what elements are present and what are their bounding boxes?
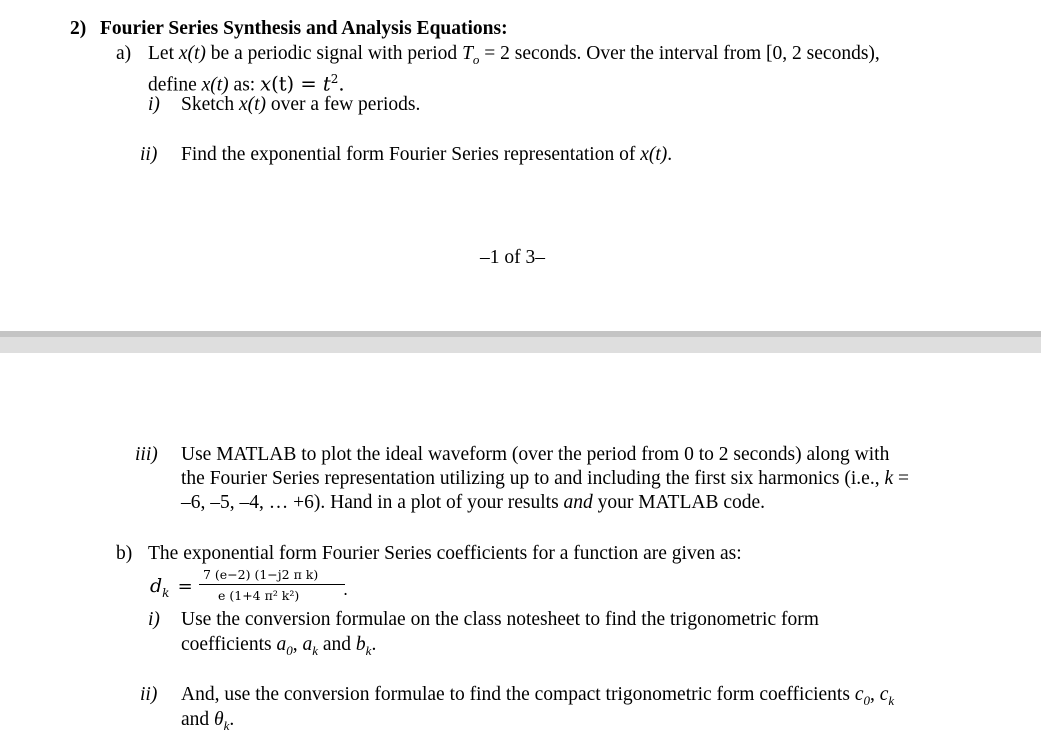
text: = 2 seconds. Over the interval from [0, 2 seconds), — [479, 43, 880, 64]
eq-t: t — [322, 72, 331, 96]
part-b-i-line2 — [181, 633, 376, 663]
text: Find the exponential form Fourier Series representation of — [181, 144, 641, 165]
eq-exponent: 2 — [330, 72, 339, 86]
bk-subscript: k — [365, 642, 372, 658]
problem-number: 2) — [70, 18, 87, 39]
text: –6, –5, –4, … +6). Hand in a plot of your results — [181, 492, 564, 513]
a0-symbol: a — [276, 634, 287, 655]
text: . — [229, 709, 235, 730]
page-separator — [0, 337, 1041, 353]
equals-sign: = — [177, 576, 193, 597]
part-b-ii-line1 — [181, 683, 894, 713]
text: . — [338, 72, 345, 96]
part-b-i-label: i) — [148, 609, 160, 630]
part-b-i-line1: Use the conversion formulae on the class notesheet to find the trigonometric form — [181, 609, 819, 630]
text: as: — [228, 74, 261, 96]
period-subscript: o — [472, 51, 480, 67]
ck-symbol: c — [879, 684, 889, 705]
part-b-ii-label: ii) — [140, 684, 158, 705]
text: Sketch — [181, 94, 239, 115]
eq-rest: (t) = — [271, 72, 323, 96]
part-a-iii-label: iii) — [135, 444, 158, 465]
theta-symbol: θ — [214, 709, 224, 730]
part-b-label: b) — [116, 543, 133, 564]
bk-symbol: b — [355, 634, 366, 655]
text: the Fourier Series representation utilizing up to and including the first six harmonics (i.e., — [181, 468, 885, 489]
fraction-bar — [199, 584, 345, 585]
eq-x: x — [260, 72, 272, 96]
c0-symbol: c — [854, 684, 864, 705]
text: . — [667, 144, 673, 165]
coefficient-equation-lhs — [150, 574, 193, 605]
fraction-numerator: 7 (e−2) (1−j2 π k) — [203, 567, 319, 582]
ck-subscript: k — [888, 692, 895, 708]
part-a-iii-line3 — [181, 491, 765, 515]
part-a-iii-line2 — [181, 467, 909, 491]
period-symbol: T — [462, 43, 473, 64]
part-a-label: a) — [116, 43, 132, 64]
text: , — [869, 684, 880, 705]
a0-subscript: 0 — [286, 642, 293, 658]
text: Let — [148, 43, 179, 64]
part-a-ii-label: ii) — [140, 144, 158, 165]
k-symbol: k — [884, 468, 894, 489]
page-number: –1 of 3– — [480, 247, 545, 268]
part-a-iii-line1: Use MATLAB to plot the ideal waveform (over the period from 0 to 2 seconds) along with — [181, 444, 890, 465]
text: and — [318, 634, 356, 655]
text: over a few periods. — [266, 94, 421, 115]
text: , — [292, 634, 303, 655]
part-b-intro: The exponential form Fourier Series coefficients for a function are given as: — [148, 543, 742, 564]
signal-x: x(t) — [238, 94, 267, 115]
part-b-ii-line2 — [181, 708, 234, 738]
problem-title: Fourier Series Synthesis and Analysis Equations: — [100, 18, 508, 39]
d-symbol: d — [150, 575, 163, 597]
theta-subscript: k — [223, 717, 230, 733]
text: define — [148, 74, 202, 96]
text: coefficients — [181, 634, 277, 655]
text: = — [893, 468, 909, 489]
signal-x: x(t) — [201, 74, 229, 96]
part-a-ii-text — [181, 143, 672, 167]
text: your MATLAB code. — [592, 492, 766, 513]
fraction-denominator: e (1+4 π² k²) — [218, 588, 300, 603]
part-a-i-text — [181, 93, 420, 117]
emphasis-and: and — [563, 492, 593, 513]
ak-subscript: k — [312, 642, 319, 658]
c0-subscript: 0 — [863, 692, 870, 708]
text: be a periodic signal with period — [205, 43, 463, 64]
signal-x: x(t) — [178, 43, 206, 64]
equation-period: . — [343, 580, 349, 599]
ak-symbol: a — [302, 634, 313, 655]
d-subscript: k — [162, 585, 170, 600]
signal-x: x(t) — [640, 144, 668, 165]
part-a-i-label: i) — [148, 94, 160, 115]
text: . — [371, 634, 377, 655]
text: And, use the conversion formulae to find the compact trigonometric form coefficients — [181, 684, 855, 705]
text: and — [181, 709, 215, 730]
